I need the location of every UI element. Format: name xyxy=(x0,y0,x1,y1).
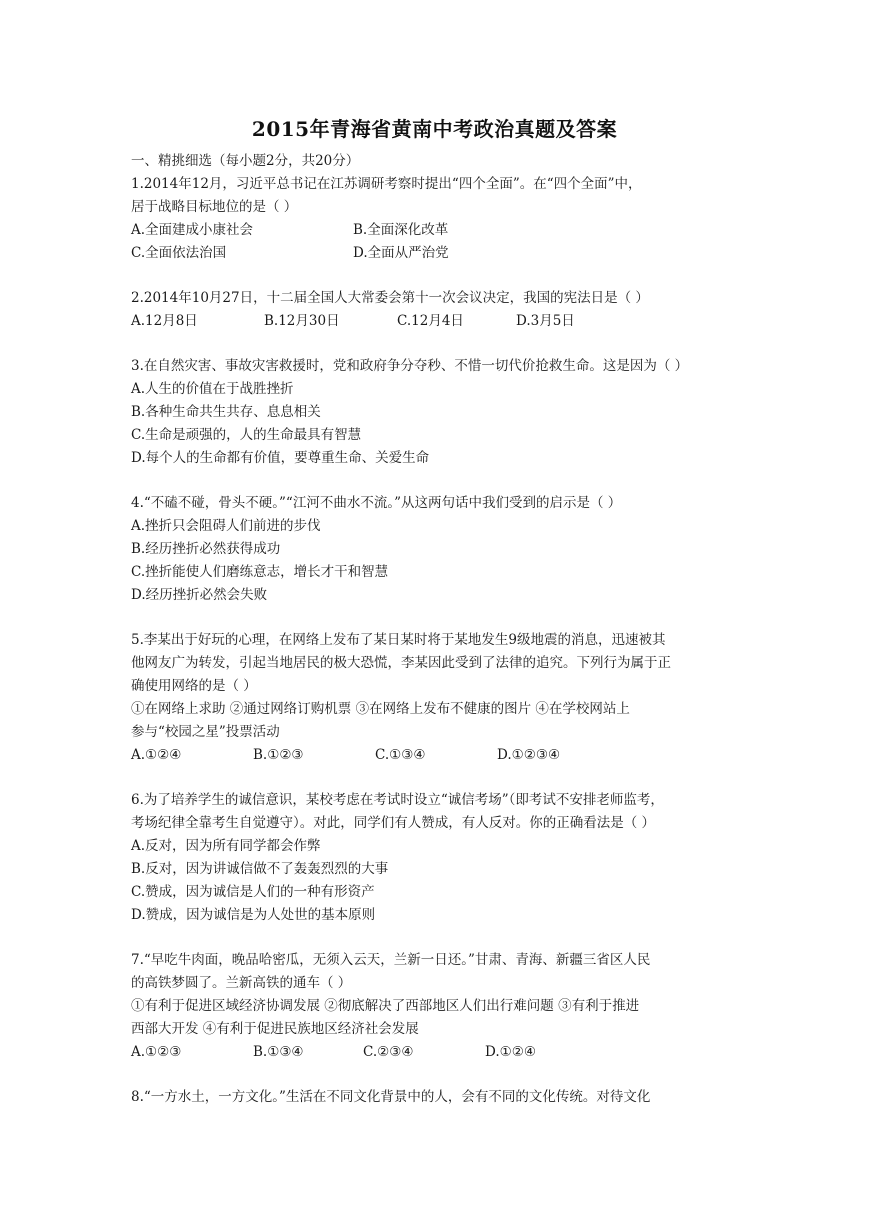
question-7-stem-line-3: ①有利于促进区域经济协调发展 ②彻底解决了西部地区人们出行难问题 ③有利于推进 xyxy=(131,998,640,1014)
question-5-stem-line-1: 5.李某出于好玩的心理，在网络上发布了某日某时将于某地发生9级地震的消息，迅速被其 xyxy=(131,632,666,648)
question-8-stem-line-1: 8.“一方水土，一方文化。”生活在不同文化背景中的人，会有不同的文化传统。对待文化 xyxy=(131,1089,651,1105)
question-5-option-c: C.①③④ xyxy=(375,747,426,763)
question-6-stem-line-2: 考场纪律全靠考生自觉遵守）。对此，同学们有人赞成，有人反对。你的正确看法是（ ） xyxy=(131,815,656,831)
question-2-option-a: A.12月8日 xyxy=(131,313,198,329)
question-5-option-a: A.①②④ xyxy=(131,747,182,763)
question-6-stem-line-1: 6.为了培养学生的诚信意识，某校考虑在考试时设立“诚信考场”（即考试不安排老师监考， xyxy=(131,792,664,808)
question-6-option-d: D.赞成，因为诚信是为人处世的基本原则 xyxy=(131,907,376,923)
question-7-stem-line-4: 西部大开发 ④有利于促进民族地区经济社会发展 xyxy=(131,1021,419,1037)
question-7-option-d: D.①②④ xyxy=(485,1044,536,1060)
question-1-option-d: D.全面从严治党 xyxy=(353,245,449,261)
question-1-option-b: B.全面深化改革 xyxy=(353,222,449,238)
spacer xyxy=(131,265,741,287)
spacer xyxy=(131,607,741,629)
spacer xyxy=(131,1064,741,1086)
question-1-stem-line-2: 居于战略目标地位的是（ ） xyxy=(131,199,298,215)
question-7-stem-line-1: 7.“早吃牛肉面，晚品哈密瓜，无须入云天，兰新一日还。”甘肃、青海、新疆三省区人民 xyxy=(131,952,651,968)
section-heading: 一、精挑细选（每小题2分，共20分） xyxy=(131,153,360,169)
question-5-stem-line-4: ①在网络上求助 ②通过网络订购机票 ③在网络上发布不健康的图片 ④在学校网站上 xyxy=(131,701,630,717)
question-7-option-c: C.②③④ xyxy=(363,1044,414,1060)
question-5-stem-line-3: 确使用网络的是（ ） xyxy=(131,678,257,694)
question-3-option-a: A.人生的价值在于战胜挫折 xyxy=(131,381,294,397)
question-6-option-b: B.反对，因为讲诚信做不了轰轰烈烈的大事 xyxy=(131,861,389,877)
question-2-stem-line-1: 2.2014年10月27日，十二届全国人大常委会第十一次会议决定，我国的宪法日是（ ） xyxy=(131,290,649,306)
spacer xyxy=(131,927,741,949)
question-1-stem-line-1: 1.2014年12月，习近平总书记在江苏调研考察时提出“四个全面”。在“四个全面”中， xyxy=(131,176,642,192)
question-6-option-c: C.赞成，因为诚信是人们的一种有形资产 xyxy=(131,884,375,900)
question-1-option-c: C.全面依法治国 xyxy=(131,245,227,261)
question-5-option-d: D.①②③④ xyxy=(497,747,561,763)
question-5-stem-line-2: 他网友广为转发，引起当地居民的极大恐慌，李某因此受到了法律的追究。下列行为属于正 xyxy=(131,655,671,671)
question-5-stem-line-5: 参与“校园之星”投票活动 xyxy=(131,724,280,740)
question-1-options-row-2 xyxy=(131,242,741,265)
page-title: 2015年青海省黄南中考政治真题及答案 xyxy=(251,117,618,141)
question-1-option-a: A.全面建成小康社会 xyxy=(131,222,254,238)
question-4-option-d: D.经历挫折必然会失败 xyxy=(131,587,268,603)
question-3-option-d: D.每个人的生命都有价值，要尊重生命、关爱生命 xyxy=(131,450,430,466)
question-3-stem-line-1: 3.在自然灾害、事故灾害救援时，党和政府争分夺秒、不惜一切代价抢救生命。这是因为（ ） xyxy=(131,358,689,374)
question-3-option-b: B.各种生命共生共存、息息相关 xyxy=(131,404,321,420)
spacer xyxy=(131,767,741,789)
question-7-stem-line-2: 的高铁梦圆了。兰新高铁的通车（ ） xyxy=(131,975,352,991)
question-2-options-row xyxy=(131,310,741,333)
question-4-stem-line-1: 4.“不磕不碰，骨头不硬。”“江河不曲水不流。”从这两句话中我们受到的启示是（ ） xyxy=(131,495,622,511)
question-2-option-c: C.12月4日 xyxy=(397,313,464,329)
question-7-option-b: B.①③④ xyxy=(253,1044,304,1060)
question-4-option-a: A.挫折只会阻碍人们前进的步伐 xyxy=(131,518,321,534)
question-7-options-row xyxy=(131,1041,741,1064)
question-4-option-c: C.挫折能使人们磨练意志，增长才干和智慧 xyxy=(131,564,389,580)
question-5-options-row xyxy=(131,744,741,767)
exam-content xyxy=(131,150,741,1109)
spacer xyxy=(131,470,741,492)
question-6-option-a: A.反对，因为所有同学都会作弊 xyxy=(131,838,321,854)
question-2-option-b: B.12月30日 xyxy=(264,313,340,329)
question-4-option-b: B.经历挫折必然获得成功 xyxy=(131,541,281,557)
question-3-option-c: C.生命是顽强的，人的生命最具有智慧 xyxy=(131,427,362,443)
question-2-option-d: D.3月5日 xyxy=(516,313,575,329)
question-7-option-a: A.①②③ xyxy=(131,1044,182,1060)
question-5-option-b: B.①②③ xyxy=(253,747,304,763)
spacer xyxy=(131,333,741,355)
question-1-options-row-1 xyxy=(131,219,741,242)
